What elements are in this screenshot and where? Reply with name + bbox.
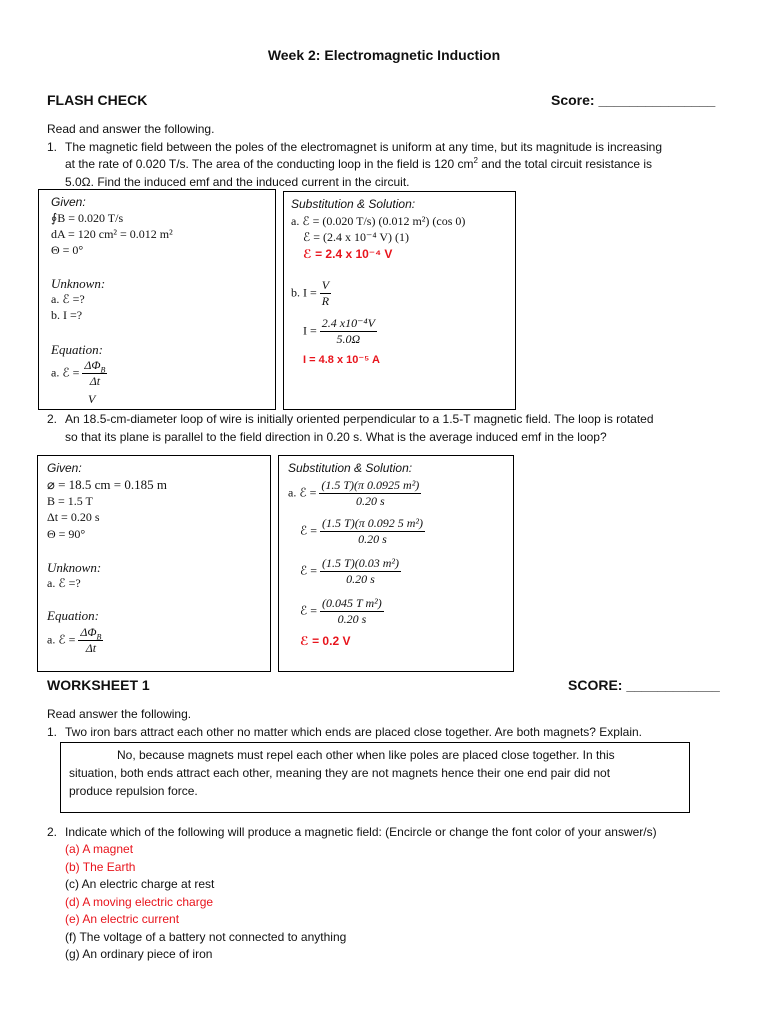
q2-step-3: ℰ = $\frac{\text{(1.5 T)(0.03 m²)}}{0.20 s}$ xyxy=(300,556,399,586)
q2-step-2: ℰ = $\frac{\text{(1.5 T)(π 0.092 5 m²)}}{0.20 s}$ xyxy=(300,516,423,546)
q2-step-1: a. ℰ = $\frac{\text{(1.5 T)(π 0.0925 m²)}}{0.20 s}$ xyxy=(288,478,420,508)
q1-number: 1. xyxy=(47,140,58,154)
flash-check-instructions: Read and answer the following. xyxy=(47,122,215,136)
q1-given-label: Given: xyxy=(51,195,86,209)
q2-given-2: B = 1.5 T xyxy=(47,494,93,508)
worksheet-heading: WORKSHEET 1 xyxy=(47,677,150,693)
q1-given-2: dA = 120 cm² = 0.012 m² xyxy=(51,227,173,241)
q2-number: 2. xyxy=(47,412,58,426)
q1-text-line1: The magnetic field between the poles of the electromagnet is uniform at any time, but its magnitude is increasing xyxy=(65,140,662,154)
ws-q1-answer-line3: produce repulsion force. xyxy=(69,784,198,798)
ws-q1-number: 1. xyxy=(47,725,58,739)
q1-given-3: Θ = 0° xyxy=(51,243,84,257)
q1-sol-i-answer: I = 4.8 x 10⁻⁵ A xyxy=(303,354,380,366)
ws-q2-option[interactable]: (c) An electric charge at rest xyxy=(65,877,215,891)
q2-text-line2: so that its plane is parallel to the field direction in 0.20 s. What is the average induced emf in the loop? xyxy=(65,430,607,444)
q1-unknown-label: Unknown: xyxy=(51,276,106,291)
ws-q2-option[interactable]: (f) The voltage of a battery not connected to anything xyxy=(65,930,347,944)
q1-equation-extra: V xyxy=(88,392,96,406)
q2-step-4: ℰ = $\frac{\text{(0.045 T m²)}}{0.20 s}$ xyxy=(300,596,382,626)
q2-text-line1: An 18.5-cm-diameter loop of wire is initially oriented perpendicular to a 1.5-T magnetic field. The loop is rotated xyxy=(65,412,654,426)
q1-unknown-a: a. ℰ =? xyxy=(51,292,85,306)
q1-solution-label: Substitution & Solution: xyxy=(291,197,416,211)
q2-given-1: ⌀ = 18.5 cm = 0.185 m xyxy=(47,477,167,492)
ws-q1-answer-line1: No, because magnets must repel each other when like poles are placed close together. In this xyxy=(117,748,615,762)
q2-answer: ℰ = 0.2 V xyxy=(300,634,351,648)
ws-q2-option[interactable]: (b) The Earth xyxy=(65,860,136,874)
q2-given-label: Given: xyxy=(47,461,82,475)
q2-unknown-label: Unknown: xyxy=(47,560,102,575)
q2-given-4: Θ = 90° xyxy=(47,527,86,541)
q1-equation-label: Equation: xyxy=(51,342,103,357)
q2-given-3: Δt = 0.20 s xyxy=(47,510,100,524)
q1-text-line2: at the rate of 0.020 T/s. The area of the conducting loop in the field is 120 $cm^2$ and the total circuit resistance is xyxy=(65,156,653,171)
q1-sol-b: b. I = $\frac{V}{R}$ xyxy=(291,278,330,308)
q2-equation-label: Equation: xyxy=(47,608,99,623)
q1-sol-a3: ℰ = 2.4 x 10⁻⁴ V xyxy=(303,247,393,261)
q1-sol-a1: a. ℰ = (0.020 T/s) (0.012 m²) (cos 0) xyxy=(291,214,466,228)
flash-check-score: Score: _______________ xyxy=(551,92,716,108)
q2-unknown-a: a. ℰ =? xyxy=(47,576,81,590)
worksheet-score: SCORE: ____________ xyxy=(568,677,720,693)
q1-unknown-b: b. I =? xyxy=(51,308,83,322)
q1-sol-a2: ℰ = (2.4 x 10⁻⁴ V) (1) xyxy=(303,230,409,244)
q1-sol-i: I = $\frac{\text{2.4 x10⁻⁴V}}{5.0\Omega}$ xyxy=(303,316,375,346)
q2-solution-label: Substitution & Solution: xyxy=(288,461,413,475)
ws-q2-option[interactable]: (e) An electric current xyxy=(65,912,180,926)
ws-q2-number: 2. xyxy=(47,825,58,839)
q2-equation: a. ℰ = $\frac{\Delta\Phi_B}{\Delta t}$ xyxy=(47,625,102,655)
ws-q2-option[interactable]: (g) An ordinary piece of iron xyxy=(65,947,213,961)
q1-text-line3: 5.0Ω. Find the induced emf and the induced current in the circuit. xyxy=(65,175,410,189)
flash-check-heading: FLASH CHECK xyxy=(47,92,148,108)
page-title: Week 2: Electromagnetic Induction xyxy=(267,47,501,63)
ws-q1-answer-line2: situation, both ends attract each other, meaning they are not magnets hence their one end pair did not xyxy=(69,766,611,780)
ws-q1-text: Two iron bars attract each other no matter which ends are placed close together. Are both magnets? Explain. xyxy=(65,725,642,739)
q1-equation: a. ℰ = $\frac{\Delta\Phi_B}{\Delta t}$ xyxy=(51,358,106,388)
worksheet-instructions: Read answer the following. xyxy=(47,707,192,721)
ws-q2-option[interactable]: (a) A magnet xyxy=(65,842,134,856)
ws-q2-text: Indicate which of the following will produce a magnetic field: (Encircle or change the font color of your answer/s) xyxy=(65,825,657,839)
q1-given-1: ∮B = 0.020 T/s xyxy=(51,211,124,225)
ws-q2-option[interactable]: (d) A moving electric charge xyxy=(65,895,214,909)
